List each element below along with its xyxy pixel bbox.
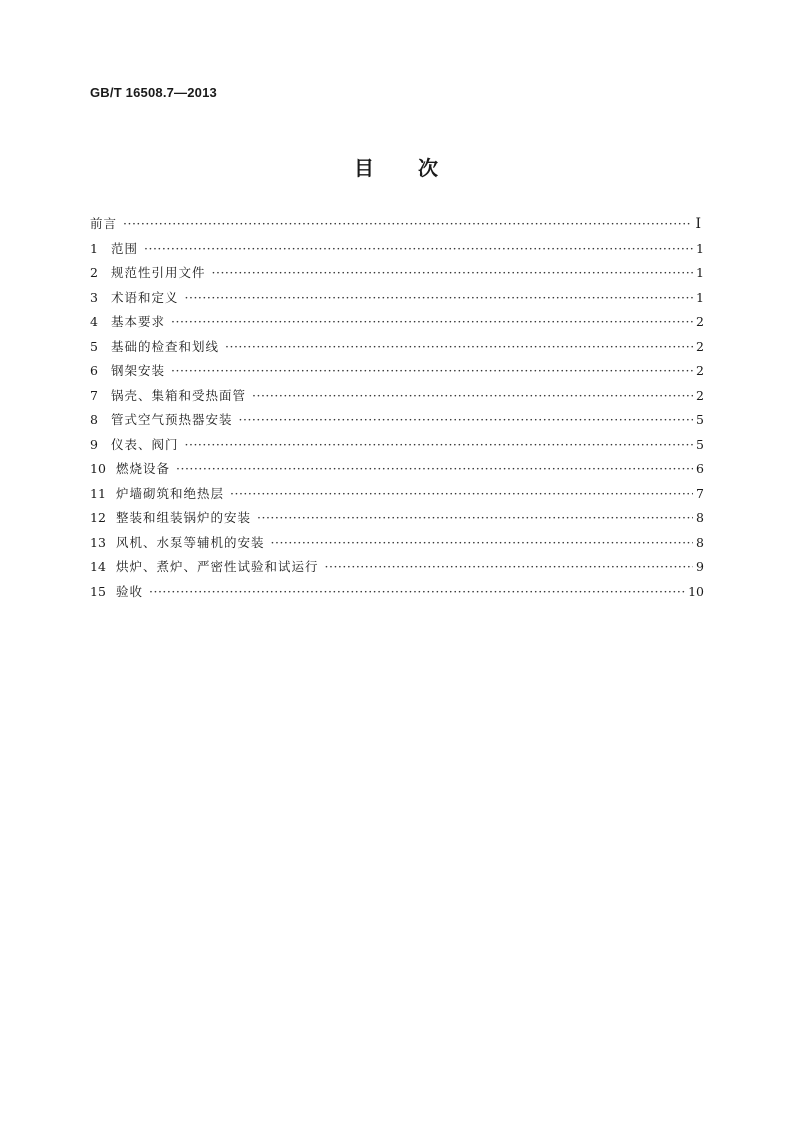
toc-entry-foreword[interactable] (90, 214, 704, 239)
toc-entry-text: 炉墙砌筑和绝热层 (116, 485, 225, 501)
dot-leader (123, 216, 690, 231)
toc-page-number: 2 (696, 363, 704, 378)
toc-page-number: 10 (688, 583, 704, 599)
toc-entry-number: 2 (90, 265, 98, 280)
toc-entry-7[interactable] (90, 386, 704, 411)
dot-leader (176, 461, 693, 476)
toc-entry-text: 整装和组装锅炉的安装 (116, 510, 252, 525)
toc-page-number: 2 (696, 338, 704, 354)
toc-entry-number: 3 (90, 289, 98, 305)
toc-entry-text: 基本要求 (111, 314, 166, 329)
toc-entry-number: 11 (90, 485, 106, 501)
dot-leader (212, 265, 693, 280)
toc-entry-number: 14 (90, 559, 106, 574)
dot-leader (257, 510, 693, 525)
dot-leader (252, 388, 693, 403)
toc-entry-number: 10 (90, 461, 106, 476)
toc-page-number: 1 (696, 289, 704, 305)
toc-page-number: 7 (696, 485, 704, 501)
toc-page-number: 8 (696, 534, 704, 550)
dot-leader (185, 290, 693, 305)
dot-leader (271, 535, 693, 550)
toc-entry-14[interactable] (90, 557, 704, 582)
toc-entry-text: 验收 (116, 583, 144, 599)
dot-leader (239, 412, 693, 427)
dot-leader (225, 339, 693, 354)
dot-leader (149, 584, 685, 599)
toc-entry-text: 规范性引用文件 (111, 265, 206, 280)
toc-entry-number: 7 (90, 387, 98, 403)
toc-entry-text: 基础的检查和划线 (111, 338, 220, 354)
toc-entry-text: 前言 (90, 216, 118, 231)
standard-code: GB/T 16508.7—2013 (90, 85, 217, 100)
toc-entry-4[interactable] (90, 312, 704, 337)
toc-entry-text: 钢架安装 (111, 363, 166, 378)
toc-entry-9[interactable] (90, 435, 704, 460)
toc-entry-number: 6 (90, 363, 98, 378)
toc-entry-text: 管式空气预热器安装 (111, 412, 233, 427)
toc-entry-number: 12 (90, 510, 106, 525)
toc-entry-number: 5 (90, 338, 98, 354)
toc-page-number: 6 (696, 461, 704, 476)
toc-page-number: 1 (696, 240, 704, 256)
dot-leader (144, 241, 693, 256)
dot-leader (171, 363, 693, 378)
dot-leader (230, 486, 693, 501)
toc-entry-5[interactable] (90, 337, 704, 362)
toc-page-number: 5 (696, 436, 704, 452)
dot-leader (185, 437, 693, 452)
toc-entry-text: 烘炉、煮炉、严密性试验和试运行 (116, 559, 319, 574)
toc-entry-13[interactable] (90, 533, 704, 558)
dot-leader (325, 559, 693, 574)
toc-entry-8[interactable] (90, 410, 704, 435)
toc-page-number: 1 (696, 265, 704, 280)
toc-page-number: 8 (696, 510, 704, 525)
toc-entry-number: 9 (90, 436, 98, 452)
toc-entry-11[interactable] (90, 484, 704, 509)
toc-entry-1[interactable] (90, 239, 704, 264)
toc-entry-text: 术语和定义 (111, 289, 179, 305)
toc-entry-number: 13 (90, 534, 106, 550)
toc-page-number: 2 (696, 314, 704, 329)
toc-entry-number: 8 (90, 412, 98, 427)
table-of-contents (90, 214, 704, 606)
title-part-2: 次 (418, 156, 440, 180)
toc-page-number: 5 (696, 412, 704, 427)
toc-entry-15[interactable] (90, 582, 704, 607)
toc-entry-text: 风机、水泵等辅机的安装 (116, 534, 265, 550)
toc-entry-text: 仪表、阀门 (111, 436, 179, 452)
toc-entry-10[interactable] (90, 459, 704, 484)
toc-entry-number: 4 (90, 314, 98, 329)
toc-page-number: 2 (696, 387, 704, 403)
toc-page-number: I (695, 216, 701, 232)
toc-entry-text: 锅壳、集箱和受热面管 (111, 387, 247, 403)
toc-entry-12[interactable] (90, 508, 704, 533)
toc-page-number: 9 (696, 559, 704, 574)
toc-entry-6[interactable] (90, 361, 704, 386)
page-title (0, 152, 794, 181)
toc-entry-2[interactable] (90, 263, 704, 288)
title-part-1: 目 (354, 156, 376, 180)
toc-entry-text: 燃烧设备 (116, 461, 171, 476)
toc-entry-number: 15 (90, 583, 106, 599)
toc-entry-number: 1 (90, 240, 98, 256)
toc-entry-3[interactable] (90, 288, 704, 313)
dot-leader (171, 314, 693, 329)
toc-entry-text: 范围 (111, 240, 139, 256)
